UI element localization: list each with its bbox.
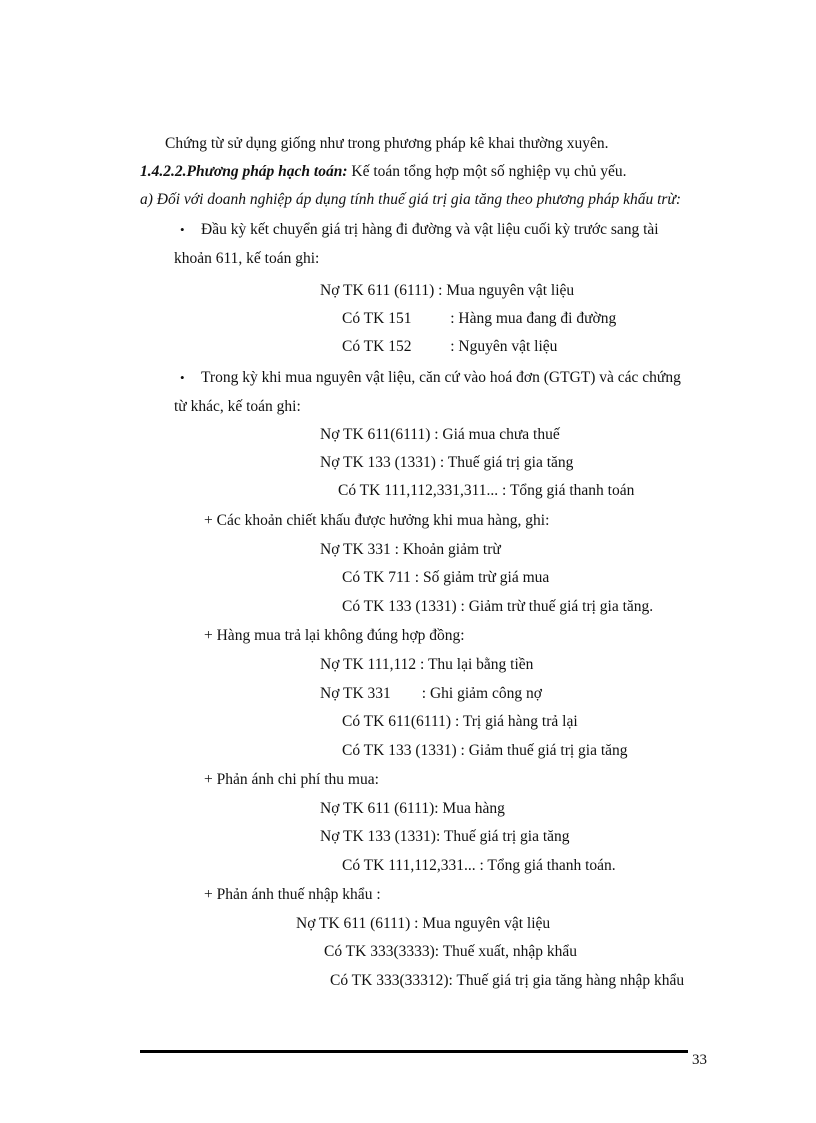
entry-debit: Nợ TK 611 (6111) : Mua nguyên vật liệu <box>320 282 575 299</box>
entry-credit: Có TK 711 : Số giảm trừ giá mua <box>342 569 550 586</box>
bullet-icon: • <box>180 370 185 385</box>
entry-debit: Nợ TK 111,112 : Thu lại bằng tiền <box>320 656 534 673</box>
entry-debit: Nợ TK 611 (6111) : Mua nguyên vật liệu <box>296 915 551 932</box>
entry-debit: Nợ TK 611 (6111): Mua hàng <box>320 800 505 817</box>
entry-credit: Có TK 333(33312): Thuế giá trị gia tăng hàng nhập khẩu <box>330 972 685 989</box>
entry-credit: Có TK 133 (1331) : Giảm trừ thuế giá trị gia tăng. <box>342 598 654 615</box>
purchase-costs-title: + Phản ánh chi phí thu mua: <box>204 771 379 788</box>
section-description: Kế toán tổng hợp một số nghiệp vụ chủ yếu. <box>347 163 627 180</box>
entry-debit: Nợ TK 133 (1331): Thuế giá trị gia tăng <box>320 828 570 845</box>
section-heading-line <box>140 162 627 182</box>
intro-paragraph: Chứng từ sử dụng giống như trong phương pháp kê khai thường xuyên. <box>165 135 609 152</box>
bullet2-line1: Trong kỳ khi mua nguyên vật liệu, căn cứ vào hoá đơn (GTGT) và các chứng <box>201 369 681 386</box>
bullet1-line1: Đầu kỳ kết chuyển giá trị hàng đi đường và vật liệu cuối kỳ trước sang tài <box>201 221 659 238</box>
returns-title: + Hàng mua trả lại không đúng hợp đồng: <box>204 627 465 644</box>
section-heading: 1.4.2.2.Phương pháp hạch toán: <box>140 163 348 180</box>
entry-credit: Có TK 333(3333): Thuế xuất, nhập khẩu <box>324 943 577 960</box>
bullet1-line2: khoản 611, kế toán ghi: <box>174 250 320 267</box>
footer-rule <box>140 1050 688 1053</box>
entry-credit: Có TK 133 (1331) : Giảm thuế giá trị gia tăng <box>342 742 628 759</box>
entry-credit: Có TK 111,112,331,311... : Tổng giá thanh toán <box>338 482 635 499</box>
subheading-a: a) Đối với doanh nghiệp áp dụng tính thuế giá trị gia tăng theo phương pháp khấu trừ: <box>140 191 682 208</box>
entry-debit: Nợ TK 331 : Khoản giảm trừ <box>320 541 501 558</box>
discount-title: + Các khoản chiết khấu được hưởng khi mua hàng, ghi: <box>204 512 550 529</box>
entry-debit: Nợ TK 133 (1331) : Thuế giá trị gia tăng <box>320 454 574 471</box>
entry-credit: Có TK 152 : Nguyên vật liệu <box>342 338 558 355</box>
bullet-icon: • <box>180 222 185 237</box>
entry-credit: Có TK 611(6111) : Trị giá hàng trả lại <box>342 713 578 730</box>
bullet2-line2: từ khác, kế toán ghi: <box>174 398 301 415</box>
entry-credit: Có TK 151 : Hàng mua đang đi đường <box>342 310 617 327</box>
entry-debit: Nợ TK 611(6111) : Giá mua chưa thuế <box>320 426 560 443</box>
entry-debit: Nợ TK 331 : Ghi giảm công nợ <box>320 685 542 702</box>
page-number: 33 <box>692 1052 707 1068</box>
entry-credit: Có TK 111,112,331... : Tổng giá thanh toán. <box>342 857 616 874</box>
import-tax-title: + Phản ánh thuế nhập khẩu : <box>204 886 381 903</box>
